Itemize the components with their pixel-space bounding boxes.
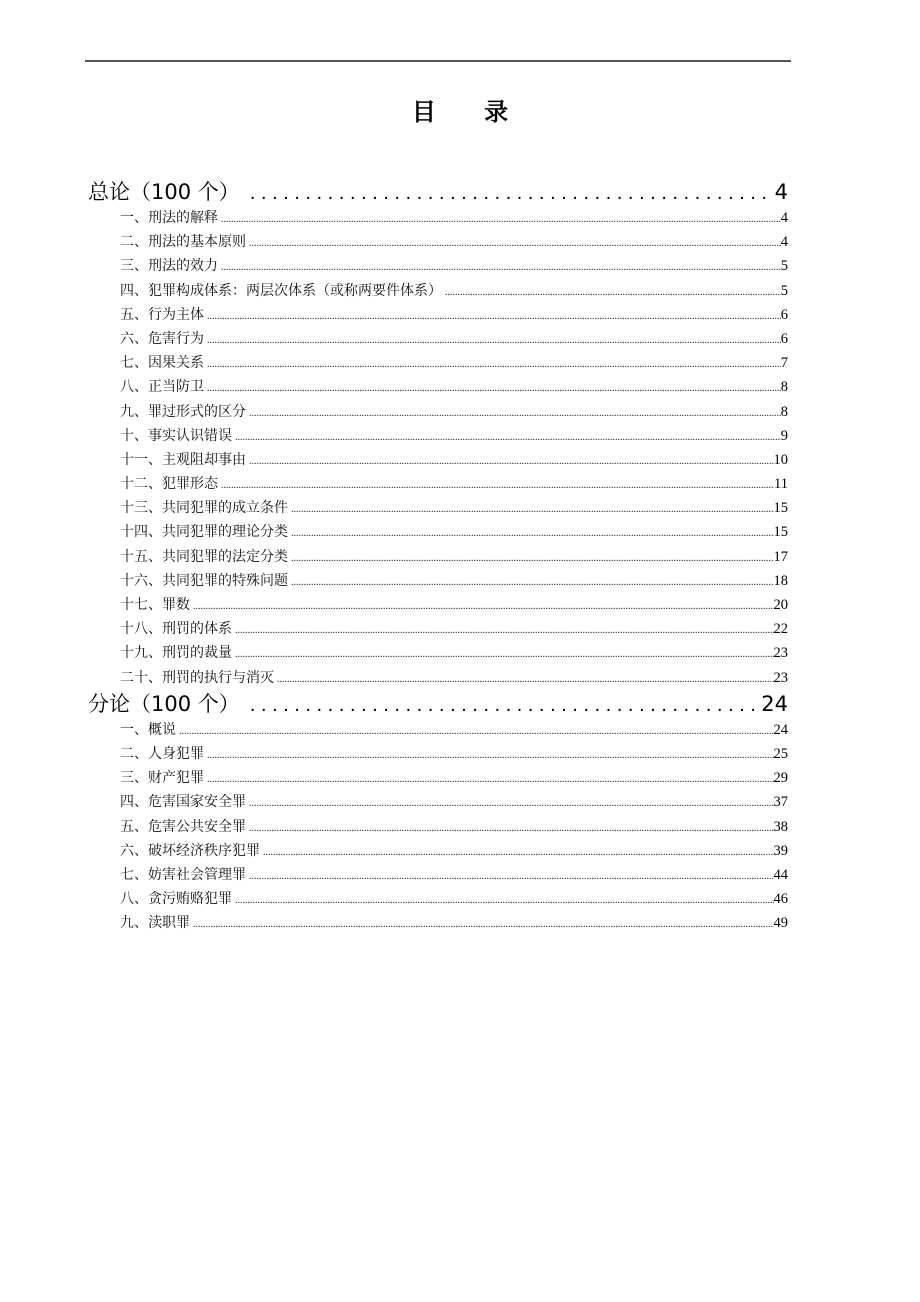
toc-entry-label: 七、妨害社会管理罪 xyxy=(120,866,246,883)
toc-page-number: 17 xyxy=(773,548,788,565)
toc-page-number: 6 xyxy=(780,330,788,347)
toc-entry-label: 三、刑法的效力 xyxy=(120,258,218,275)
dot-leader xyxy=(249,792,774,816)
toc-page-number: 29 xyxy=(773,770,788,787)
table-of-contents xyxy=(88,178,788,935)
toc-section-general[interactable] xyxy=(88,178,788,206)
toc-page-number: 15 xyxy=(773,500,788,517)
toc-page-number: 9 xyxy=(780,427,788,444)
toc-entry-label: 十六、共同犯罪的特殊问题 xyxy=(120,572,288,589)
toc-page-number: 25 xyxy=(773,745,788,762)
dot-leader xyxy=(179,720,774,744)
toc-section-label: 分论（100 个） xyxy=(88,691,240,716)
dot-leader xyxy=(250,692,760,720)
toc-entry-label: 五、行为主体 xyxy=(120,306,204,323)
toc-entry[interactable] xyxy=(88,666,788,690)
toc-entry[interactable] xyxy=(88,863,788,887)
toc-page-number: 4 xyxy=(780,234,788,251)
toc-entry[interactable] xyxy=(88,230,788,254)
toc-entry[interactable] xyxy=(88,472,788,496)
dot-leader xyxy=(207,305,781,329)
header-rule xyxy=(85,60,791,62)
toc-page-number: 4 xyxy=(780,210,788,226)
toc-entry-label: 八、贪污贿赂犯罪 xyxy=(120,891,232,908)
toc-entry[interactable] xyxy=(88,593,788,617)
toc-entry-label: 五、危害公共安全罪 xyxy=(120,818,246,835)
toc-entry[interactable] xyxy=(88,254,788,278)
toc-page-number: 5 xyxy=(780,282,788,299)
dot-leader xyxy=(207,329,781,353)
toc-page-number: 24 xyxy=(761,691,788,716)
toc-page-number: 44 xyxy=(773,866,788,883)
toc-page-number: 15 xyxy=(773,524,788,541)
toc-entry-label: 二、刑法的基本原则 xyxy=(120,234,246,251)
dot-leader xyxy=(291,571,774,595)
dot-leader xyxy=(249,402,781,426)
dot-leader xyxy=(291,498,774,522)
toc-entry[interactable] xyxy=(88,279,788,303)
dot-leader xyxy=(193,595,774,619)
dot-leader xyxy=(291,547,774,571)
toc-section-label: 总论（100 个） xyxy=(88,180,240,204)
toc-entry-label: 八、正当防卫 xyxy=(120,379,204,396)
toc-page-number: 49 xyxy=(773,915,788,932)
toc-entry[interactable] xyxy=(88,839,788,863)
toc-entry[interactable] xyxy=(88,496,788,520)
toc-page-number: 37 xyxy=(773,794,788,811)
toc-entry[interactable] xyxy=(88,545,788,569)
toc-entry[interactable] xyxy=(88,327,788,351)
toc-page-number: 39 xyxy=(773,842,788,859)
dot-leader xyxy=(221,256,781,280)
dot-leader xyxy=(193,913,774,937)
toc-entry-label: 一、概说 xyxy=(120,721,176,738)
dot-leader xyxy=(235,426,781,450)
toc-page-number: 23 xyxy=(773,645,788,662)
toc-entry-label: 六、危害行为 xyxy=(120,330,204,347)
toc-entry-label: 九、罪过形式的区分 xyxy=(120,403,246,420)
toc-entry-label: 七、因果关系 xyxy=(120,355,204,372)
toc-entry-label: 十、事实认识错误 xyxy=(120,427,232,444)
toc-entry[interactable] xyxy=(88,569,788,593)
toc-entry-label: 二、人身犯罪 xyxy=(120,745,204,762)
toc-entry[interactable] xyxy=(88,790,788,814)
dot-leader xyxy=(291,522,774,546)
toc-entry[interactable] xyxy=(88,520,788,544)
dot-leader xyxy=(277,668,774,692)
toc-entry-label: 十七、罪数 xyxy=(120,597,190,613)
toc-page-number: 11 xyxy=(774,476,788,493)
dot-leader xyxy=(207,768,774,792)
toc-entry[interactable] xyxy=(88,617,788,641)
toc-page-number: 23 xyxy=(773,669,788,686)
toc-entry-label: 十八、刑罚的体系 xyxy=(120,621,232,638)
toc-entry[interactable] xyxy=(88,766,788,790)
toc-entry-label: 四、犯罪构成体系：两层次体系（或称两要件体系） xyxy=(120,282,442,299)
toc-page-number: 5 xyxy=(780,258,788,275)
toc-page-number: 46 xyxy=(773,891,788,908)
toc-entry-label: 十四、共同犯罪的理论分类 xyxy=(120,524,288,541)
dot-leader xyxy=(235,643,774,667)
dot-leader xyxy=(221,208,781,232)
toc-entry-label: 十一、主观阻却事由 xyxy=(120,451,246,468)
toc-page-number: 4 xyxy=(774,180,788,204)
toc-page-number: 18 xyxy=(773,572,788,589)
toc-entry[interactable] xyxy=(88,718,788,742)
toc-entry-label: 四、危害国家安全罪 xyxy=(120,794,246,811)
toc-entry-label: 六、破坏经济秩序犯罪 xyxy=(120,842,260,859)
toc-entry[interactable] xyxy=(88,448,788,472)
toc-entry-label: 十二、犯罪形态 xyxy=(120,476,218,493)
dot-leader xyxy=(207,377,781,401)
dot-leader xyxy=(221,474,774,498)
dot-leader xyxy=(250,180,773,208)
dot-leader xyxy=(249,817,774,841)
toc-entry-label: 一、刑法的解释 xyxy=(120,210,218,226)
toc-entry-label: 二十、刑罚的执行与消灭 xyxy=(120,669,274,686)
toc-page-number: 22 xyxy=(773,621,788,638)
toc-entry[interactable] xyxy=(88,303,788,327)
dot-leader xyxy=(249,450,774,474)
toc-entry[interactable] xyxy=(88,887,788,911)
toc-page-number: 8 xyxy=(780,403,788,420)
toc-entry-label: 三、财产犯罪 xyxy=(120,770,204,787)
dot-leader xyxy=(207,744,774,768)
toc-entry[interactable] xyxy=(88,375,788,399)
toc-entry[interactable] xyxy=(88,911,788,935)
dot-leader xyxy=(263,841,774,865)
toc-entry[interactable] xyxy=(88,742,788,766)
dot-leader xyxy=(235,619,774,643)
toc-entry[interactable] xyxy=(88,815,788,839)
toc-page-number: 20 xyxy=(773,597,788,613)
toc-section-specific[interactable] xyxy=(88,690,788,718)
toc-entry[interactable] xyxy=(88,206,788,230)
dot-leader xyxy=(235,889,774,913)
toc-page-number: 38 xyxy=(773,818,788,835)
toc-entry[interactable] xyxy=(88,641,788,665)
toc-page-number: 6 xyxy=(780,306,788,323)
toc-entry[interactable] xyxy=(88,424,788,448)
toc-entry[interactable] xyxy=(88,351,788,375)
toc-entry-label: 十五、共同犯罪的法定分类 xyxy=(120,548,288,565)
page-title: 目 录 xyxy=(411,98,529,126)
dot-leader xyxy=(249,232,781,256)
toc-page-number: 10 xyxy=(773,451,788,468)
dot-leader xyxy=(445,281,781,305)
dot-leader xyxy=(207,353,781,377)
toc-entry[interactable] xyxy=(88,400,788,424)
toc-page-number: 7 xyxy=(780,355,788,372)
toc-page-number: 24 xyxy=(773,721,788,738)
toc-entry-label: 十九、刑罚的裁量 xyxy=(120,645,232,662)
toc-page-number: 8 xyxy=(780,379,788,396)
toc-entry-label: 十三、共同犯罪的成立条件 xyxy=(120,500,288,517)
toc-entry-label: 九、渎职罪 xyxy=(120,915,190,932)
dot-leader xyxy=(249,865,774,889)
